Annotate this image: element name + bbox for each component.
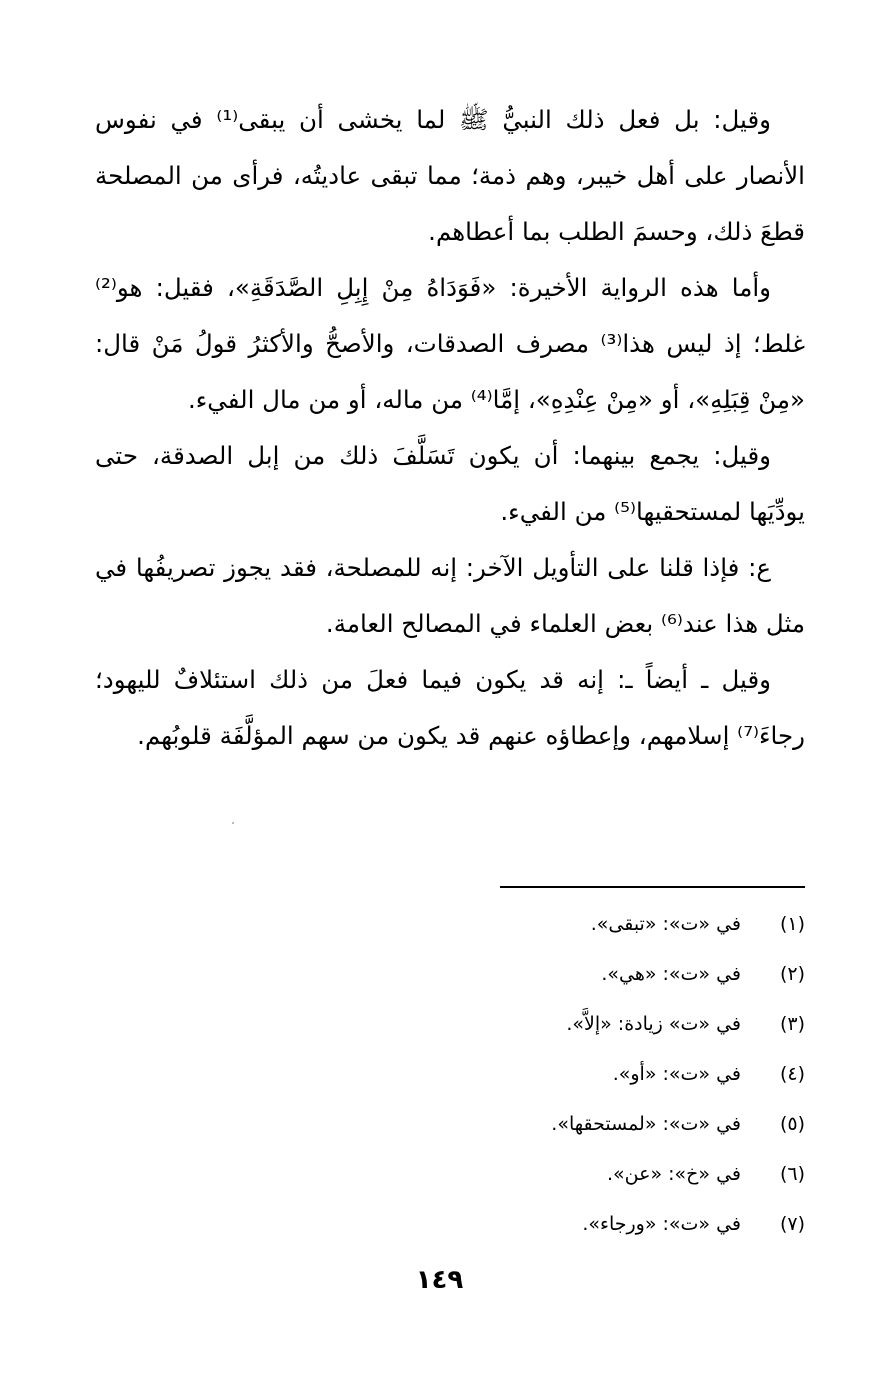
footnote-item <box>300 1199 805 1249</box>
footnote-text: في «ت»: «هي». <box>601 963 741 985</box>
footnote-item <box>300 1099 805 1149</box>
footnote-item <box>300 1149 805 1199</box>
footnote-text: في «ت»: «تبقى». <box>590 913 741 935</box>
footnote-text: في «ت»: «ورجاء». <box>582 1213 741 1235</box>
footnote-number: (٥) <box>779 1113 805 1135</box>
footnotes <box>300 899 805 1249</box>
footnote-text: في «ت»: «أو». <box>612 1063 741 1085</box>
footnote-number: (٦) <box>779 1163 805 1185</box>
paragraph: وقيل ـ أيضاً ـ: إنه قد يكون فيما فعلَ من ذلك استئلافٌ لليهود؛ رجاءَ⁽⁷⁾ إسلامهم، وإعطاؤه عنهم قد يكون من سهم المؤلَّفَة قلوبُهم. <box>95 665 805 750</box>
footnote-number: (٤) <box>779 1063 805 1085</box>
footnote-item <box>300 899 805 949</box>
page-number: ١٤٩ <box>415 1265 464 1295</box>
footnote-item <box>300 999 805 1049</box>
footnote-text: في «خ»: «عن». <box>606 1163 741 1185</box>
paragraph: وأما هذه الرواية الأخيرة: «فَوَدَاهُ مِنْ إِبِلِ الصَّدَقَةِ»، فقيل: هو⁽²⁾ غلط؛ إذ ليس هذا⁽³⁾ مصرف الصدقات، والأصحُّ والأكثرُ قولُ مَنْ قال: «مِنْ قِبَلِهِ»، أو «مِنْ عِنْدِهِ»، إمَّا⁽⁴⁾ من ماله، أو من مال الفيء. <box>95 273 806 414</box>
footnote-number: (١) <box>779 913 805 935</box>
paragraph: ع: فإذا قلنا على التأويل الآخر: إنه للمصلحة، فقد يجوز تصريفُها في مثل هذا عند⁽⁶⁾ بعض العلماء في المصالح العامة. <box>95 553 805 638</box>
main-text <box>95 92 805 764</box>
footnote-item <box>300 1049 805 1099</box>
footnote-number: (٣) <box>779 1013 805 1035</box>
footnote-item <box>300 949 805 999</box>
paragraph: وقيل: بل فعل ذلك النبيُّ ﷺ لما يخشى أن يبقى⁽¹⁾ في نفوس الأنصار على أهل خيبر، وهم ذمة؛ مما تبقى عاديتُه، فرأى من المصلحة قطعَ ذلك، وحسمَ الطلب بما أعطاهم. <box>95 105 805 246</box>
footnote-text: في «ت» زيادة: «إلاَّ». <box>566 1013 741 1035</box>
footnote-number: (٢) <box>779 963 805 985</box>
footnote-number: (٧) <box>779 1213 805 1235</box>
paragraph: وقيل: يجمع بينهما: أن يكون تَسَلَّفَ ذلك من إبل الصدقة، حتى يودِّيَها لمستحقيها⁽⁵⁾ من الفيء. <box>95 441 805 526</box>
footnote-separator <box>500 886 805 888</box>
scan-speck <box>232 822 234 824</box>
footnote-text: في «ت»: «لمستحقها». <box>551 1113 741 1135</box>
